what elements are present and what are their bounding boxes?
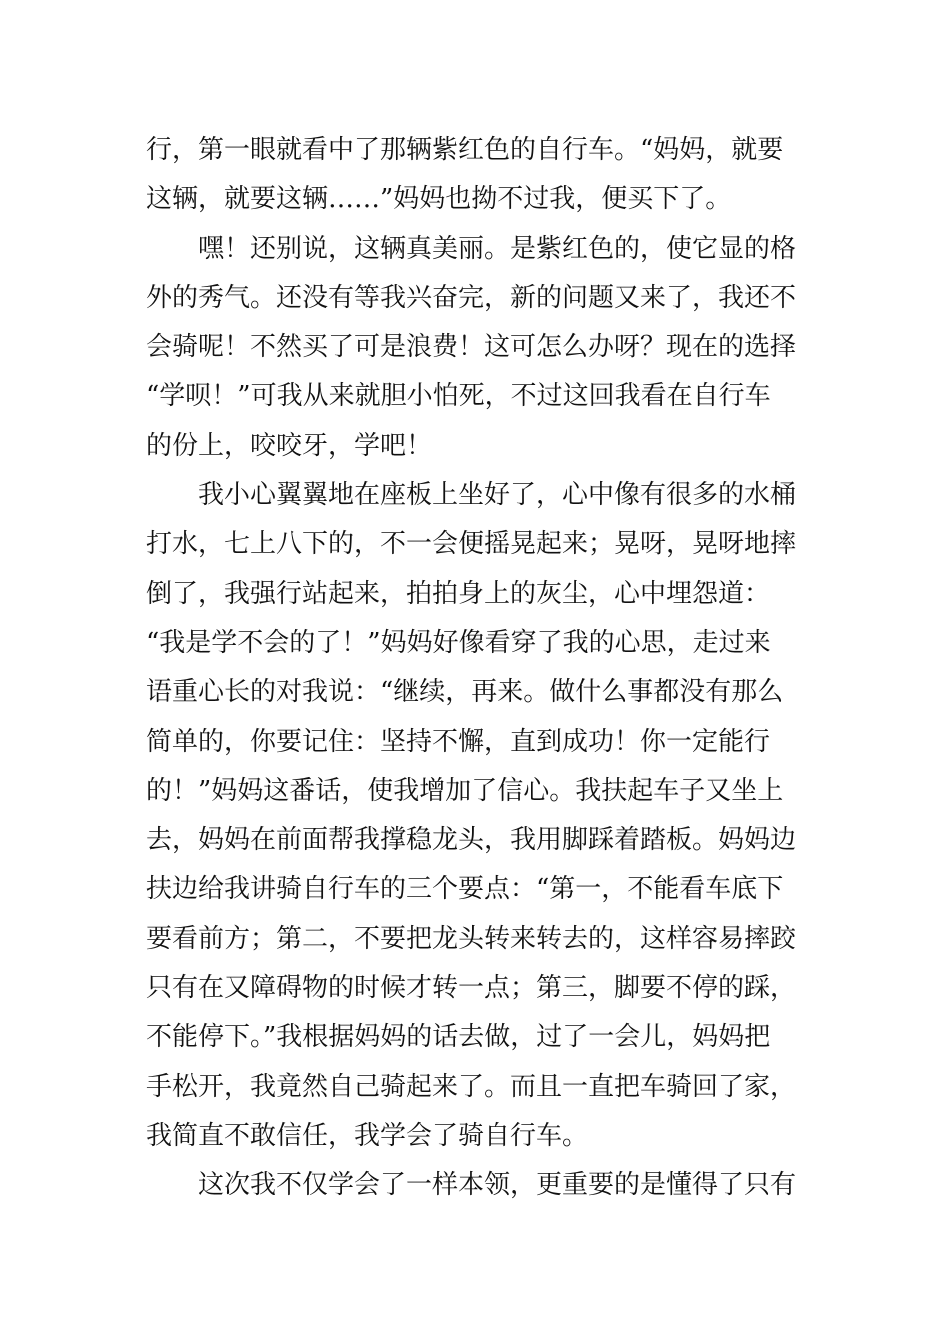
text-line: 这辆，就要这辆……”妈妈也拗不过我，便买下了。	[146, 184, 732, 215]
text-line: “学呗！”可我从来就胆小怕死，不过这回我看在自行车	[146, 381, 771, 412]
text-line: 只有在又障碍物的时候才转一点；第三，脚要不停的踩，	[146, 973, 797, 1004]
text-line: 这次我不仅学会了一样本领，更重要的是懂得了只有	[146, 1170, 797, 1201]
essay-body	[146, 126, 810, 1211]
text-line: 简单的，你要记住：坚持不懈，直到成功！你一定能行	[146, 726, 771, 757]
text-line: 嘿！还别说，这辆真美丽。是紫红色的，使它显的格	[146, 233, 797, 264]
text-line: 不能停下。”我根据妈妈的话去做，过了一会儿，妈妈把	[146, 1022, 771, 1053]
text-line: 外的秀气。还没有等我兴奋完，新的问题又来了，我还不	[146, 282, 797, 313]
text-line: 语重心长的对我说：“继续，再来。做什么事都没有那么	[146, 677, 784, 708]
text-line: 会骑呢！不然买了可是浪费！这可怎么办呀？现在的选择	[146, 332, 797, 363]
text-line: 去，妈妈在前面帮我撑稳龙头，我用脚踩着踏板。妈妈边	[146, 825, 797, 856]
text-line: 行，第一眼就看中了那辆紫红色的自行车。“妈妈，就要	[146, 135, 784, 165]
text-line: 要看前方；第二，不要把龙头转来转去的，这样容易摔跤	[146, 923, 797, 954]
text-line: 扶边给我讲骑自行车的三个要点：“第一，不能看车底下	[146, 874, 784, 905]
text-line: 的份上，咬咬牙，学吧！	[146, 430, 433, 461]
text-line: “我是学不会的了！”妈妈好像看穿了我的心思，走过来	[146, 627, 771, 658]
text-line: 打水，七上八下的，不一会便摇晃起来；晃呀，晃呀地摔	[146, 529, 797, 560]
text-line: 手松开，我竟然自己骑起来了。而且一直把车骑回了家，	[146, 1071, 797, 1102]
text-line: 的！”妈妈这番话，使我增加了信心。我扶起车子又坐上	[146, 775, 784, 806]
text-line: 我简直不敢信任，我学会了骑自行车。	[146, 1120, 589, 1151]
text-line: 倒了，我强行站起来，拍拍身上的灰尘，心中埋怨道：	[146, 578, 771, 609]
text-line: 我小心翼翼地在座板上坐好了，心中像有很多的水桶	[146, 480, 797, 511]
